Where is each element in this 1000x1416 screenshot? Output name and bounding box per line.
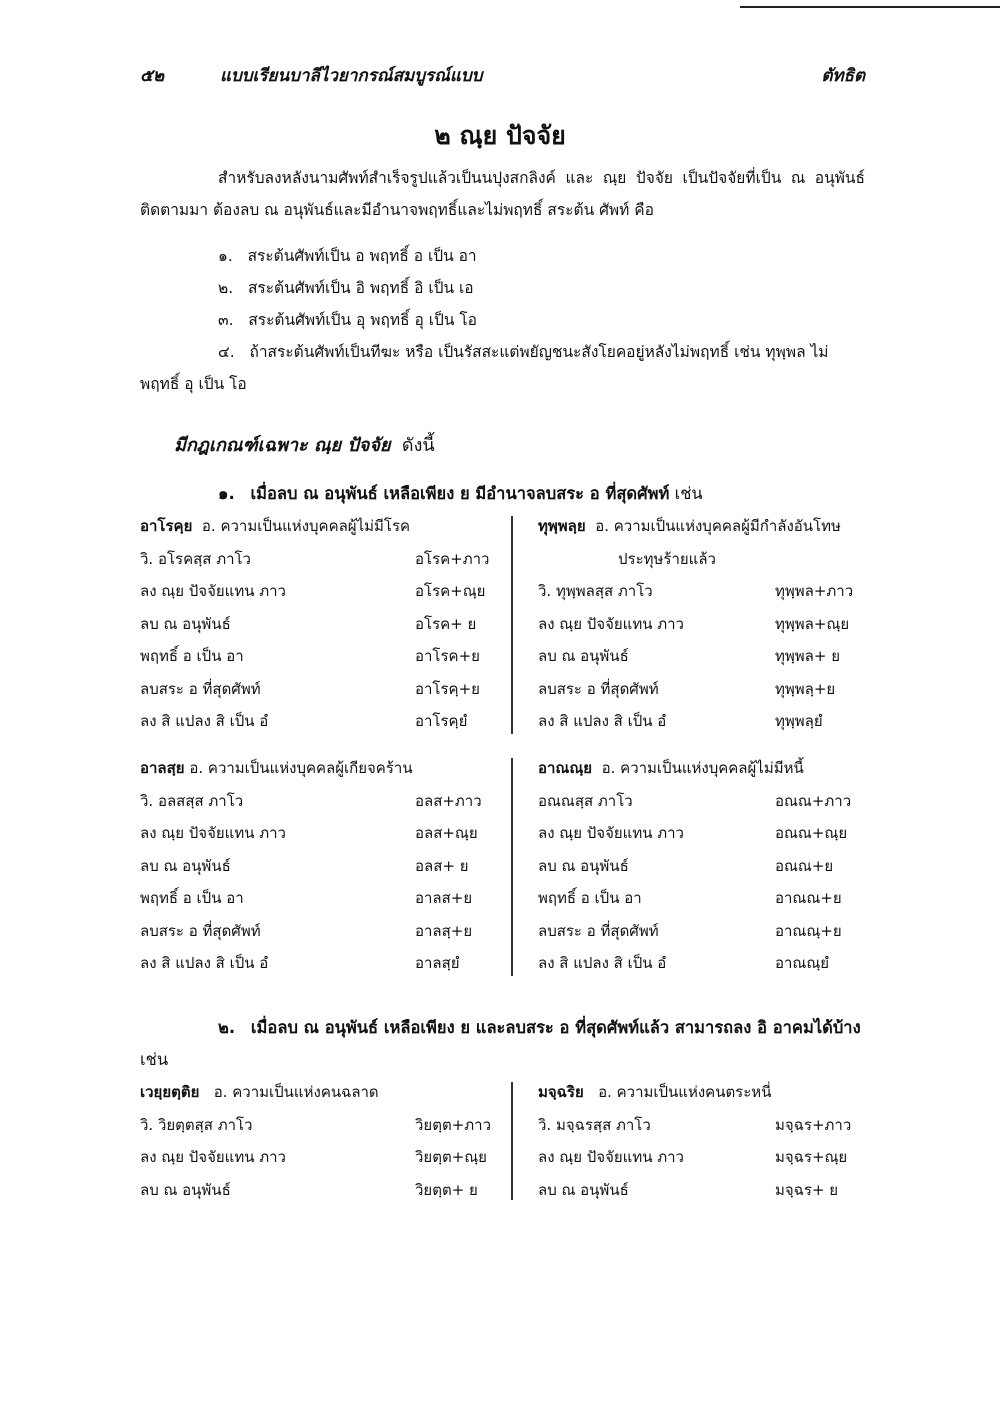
rule-2-text: เมื่อลบ ณ อนุพันธ์ เหลือเพียง ย และลบสระ อ ที่สุดศัพท์แล้ว สามารถลง อิ อาคมได้บ้าง [250, 1018, 861, 1037]
step-form: อโรค+ภาว [415, 549, 490, 568]
step-form: อลส+ณฺย [415, 824, 478, 842]
step-label: วิ. ทุพฺพลสฺส ภาโว [538, 582, 653, 600]
column-divider [511, 516, 513, 734]
step-label: ลง ณฺย ปัจจัยแทน ภาว [140, 1148, 286, 1166]
example-meaning: อ. ความเป็นแห่งบุคคลผู้เกียจคร้าน [189, 759, 413, 777]
step-form: อลส+ภาว [415, 791, 482, 810]
step-label: วิ. มจฺฉรสฺส ภาโว [538, 1115, 651, 1134]
step-label: ลง ณฺย ปัจจัยแทน ภาว [140, 582, 286, 600]
step-form: อาลสฺยํ [415, 954, 460, 972]
step-form: ทุพฺพลฺยํ [775, 712, 823, 730]
column-divider [511, 1082, 513, 1200]
derivation-step [140, 1109, 500, 1142]
rule-number: ๑. [218, 247, 233, 265]
example-word-row [538, 752, 865, 785]
derivation-step [538, 882, 865, 915]
step-form: มจฺฉร+ณฺย [775, 1148, 848, 1166]
step-label: พฤทธิ์ อ เป็น อา [140, 647, 244, 665]
example-word: มจฺฉริย [538, 1083, 584, 1101]
column-divider [511, 758, 513, 976]
example-group-1 [140, 510, 865, 740]
derivation-step [140, 1174, 500, 1207]
step-form: อณณ+ณฺย [775, 824, 848, 842]
example-word: อาโรคฺย [140, 517, 193, 535]
example-word-row [538, 510, 865, 543]
step-label: ลง ณฺย ปัจจัยแทน ภาว [538, 824, 684, 842]
derivation-step [140, 608, 500, 641]
rule-item [140, 336, 865, 400]
derivation-step [140, 705, 500, 738]
rule-item [140, 272, 865, 304]
rule-number: ๔. [218, 343, 235, 361]
derivation-step [538, 705, 865, 738]
derivation-step [538, 575, 865, 608]
example-word: เวยฺยตฺติย [140, 1083, 200, 1101]
rule-text: สระต้นศัพท์เป็น อ พฤทธิ์ อ เป็น อา [247, 247, 477, 265]
derivation-step [140, 882, 500, 915]
step-label: ลง สิ แปลง สิ เป็น อํ [538, 954, 667, 972]
step-label: ลง ณฺย ปัจจัยแทน ภาว [140, 824, 286, 842]
derivation-step [538, 1174, 865, 1207]
example-veyyatti [140, 1076, 500, 1206]
step-label: วิ. อลสสฺส ภาโว [140, 791, 244, 810]
rule-2-number: ๒. [218, 1018, 236, 1037]
step-label: ลง สิ แปลง สิ เป็น อํ [140, 712, 269, 730]
step-form: อาณณฺยํ [775, 954, 830, 972]
derivation-step [140, 850, 500, 883]
page-title: ๒ ณฺย ปัจจัย [434, 121, 566, 150]
scan-edge-line [740, 6, 1000, 8]
step-label: ลง ณฺย ปัจจัยแทน ภาว [538, 1148, 684, 1166]
step-form: อาโรคฺ+ย [415, 679, 480, 698]
step-label: ลบสระ อ ที่สุดศัพท์ [538, 921, 659, 940]
step-label: พฤทธิ์ อ เป็น อา [538, 889, 642, 907]
derivation-step [140, 817, 500, 850]
example-meaning: อ. ความเป็นแห่งบุคคลผู้ไม่มีหนี้ [601, 759, 804, 777]
derivation-step [140, 1141, 500, 1174]
example-word: อาณณฺย [538, 759, 593, 777]
rule-item [140, 240, 865, 272]
example-meaning: อ. ความเป็นแห่งคนตระหนี่ [598, 1083, 772, 1101]
example-dubbaly [538, 510, 865, 738]
step-label: อณณสฺส ภาโว [538, 791, 633, 810]
step-form: มจฺฉร+ ย [775, 1180, 839, 1199]
derivation-step [140, 543, 500, 576]
example-meaning: อ. ความเป็นแห่งคนฉลาด [213, 1083, 379, 1101]
step-form: ทุพฺพล+ภาว [775, 582, 854, 600]
rule-number: ๒. [218, 279, 234, 297]
example-meaning-continued: ประทุษร้ายแล้ว [618, 549, 716, 568]
derivation-step [140, 575, 500, 608]
step-label: ลบสระ อ ที่สุดศัพท์ [140, 921, 261, 940]
step-form: อาโรคฺยํ [415, 712, 468, 730]
derivation-step [538, 947, 865, 980]
rule-text: สระต้นศัพท์เป็น อิ พฤทธิ์ อิ เป็น เอ [247, 279, 474, 297]
special-rules-heading-text: มีกฎเกณฑ์เฉพาะ ณฺย ปัจจัย [174, 435, 391, 456]
example-aroky [140, 510, 500, 738]
step-label: พฤทธิ์ อ เป็น อา [140, 889, 244, 907]
example-group-3 [140, 1076, 865, 1216]
step-label: ลง ณฺย ปัจจัยแทน ภาว [538, 614, 684, 633]
rule-text: ถ้าสระต้นศัพท์เป็นทีฆะ หรือ เป็นรัสสะแต่พยัญชนะสังโยคอยู่หลังไม่พฤทธิ์ เช่น ทุพฺพล ไม่พฤทธิ์ อุ เป็น โอ [140, 343, 829, 393]
derivation-step [538, 640, 865, 673]
step-form: ทุพฺพล+ณฺย [775, 614, 850, 633]
example-alasy [140, 752, 500, 980]
example-word-row [140, 1076, 500, 1109]
step-form: ทุพฺพล+ ย [775, 647, 840, 665]
step-label: ลบสระ อ ที่สุดศัพท์ [538, 679, 659, 698]
rule-number: ๓. [218, 311, 234, 329]
step-label: วิ. วิยตฺตสฺส ภาโว [140, 1115, 253, 1134]
step-form: อณณ+ภาว [775, 791, 852, 810]
derivation-step [538, 1141, 865, 1174]
derivation-step [538, 785, 865, 818]
rule-1-heading [140, 478, 865, 510]
step-form: อลส+ ย [415, 856, 469, 875]
step-label: ลบ ณ อนุพันธ์ [140, 614, 231, 633]
intro-paragraph: สำหรับลงหลังนามศัพท์สำเร็จรูปแล้วเป็นนปุงสกลิงค์ และ ณฺย ปัจจัย เป็นปัจจัยที่เป็น ณ อนุพันธ์ ติดตามมา ต้องลบ ณ อนุพันธ์และมีอำนาจพฤทธิ์และไม่พฤทธิ์ สระต้น ศัพท์ คือ [140, 169, 865, 219]
example-word: อาลสฺย [140, 759, 185, 777]
derivation-step [538, 673, 865, 706]
derivation-step [538, 817, 865, 850]
rule-1-number: ๑. [218, 484, 235, 503]
step-label: ลบ ณ อนุพันธ์ [140, 1180, 231, 1199]
vowel-rules-list [140, 240, 865, 400]
rule-text: สระต้นศัพท์เป็น อุ พฤทธิ์ อุ เป็น โอ [248, 311, 477, 329]
special-rules-heading-suffix: ดังนี้ [401, 435, 435, 456]
step-form: อโรค+ ย [415, 614, 477, 633]
step-form: อณณ+ย [775, 856, 834, 875]
rule-item [140, 304, 865, 336]
example-meaning: อ. ความเป็นแห่งบุคคลผู้มีกำลังอันโทษ [595, 517, 841, 535]
book-title: แบบเรียนบาลีไวยากรณ์สมบูรณ์แบบ [220, 66, 483, 86]
derivation-step [538, 1109, 865, 1142]
example-word-row [140, 752, 500, 785]
special-rules-heading [174, 430, 435, 459]
step-label: ลบสระ อ ที่สุดศัพท์ [140, 679, 261, 698]
step-form: อโรค+ณฺย [415, 582, 486, 600]
derivation-step [140, 640, 500, 673]
step-label: ลบ ณ อนุพันธ์ [140, 856, 231, 875]
derivation-step [538, 608, 865, 641]
example-ananya [538, 752, 865, 980]
example-word-row [140, 510, 500, 543]
step-form: วิยตฺต+ภาว [415, 1115, 491, 1134]
example-group-2 [140, 752, 865, 982]
step-form: ทุพฺพลฺ+ย [775, 679, 836, 698]
step-label: ลบ ณ อนุพันธ์ [538, 647, 629, 665]
step-form: มจฺฉร+ภาว [775, 1115, 852, 1134]
step-label: วิ. อโรคสฺส ภาโว [140, 549, 251, 568]
step-form: อาลส+ย [415, 889, 473, 907]
step-form: อาณณ+ย [775, 889, 842, 907]
rule-1-suffix: เช่น [674, 484, 703, 503]
derivation-step [140, 785, 500, 818]
example-meaning: อ. ความเป็นแห่งบุคคลผู้ไม่มีโรค [201, 517, 411, 535]
example-word-row [538, 1076, 865, 1109]
rule-2-suffix: เช่น [140, 1050, 169, 1069]
step-form: อาโรค+ย [415, 647, 480, 665]
step-label: ลง สิ แปลง สิ เป็น อํ [538, 712, 667, 730]
derivation-step [538, 850, 865, 883]
step-label: ลบ ณ อนุพันธ์ [538, 1180, 629, 1199]
derivation-step [140, 673, 500, 706]
rule-1-text: เมื่อลบ ณ อนุพันธ์ เหลือเพียง ย มีอำนาจลบสระ อ ที่สุดศัพท์ [250, 484, 670, 503]
rule-2-heading [140, 1012, 865, 1076]
step-form: วิยตฺต+ ย [415, 1180, 478, 1199]
running-header [140, 62, 865, 90]
step-form: อาณณฺ+ย [775, 921, 842, 940]
example-word: ทุพฺพลฺย [538, 517, 586, 535]
step-form: วิยตฺต+ณฺย [415, 1148, 487, 1166]
derivation-step [140, 947, 500, 980]
step-label: ลง สิ แปลง สิ เป็น อํ [140, 954, 269, 972]
derivation-step [538, 915, 865, 948]
page-number: ๕๒ [140, 66, 165, 86]
derivation-step [140, 915, 500, 948]
example-macchari [538, 1076, 865, 1206]
step-label: ลบ ณ อนุพันธ์ [538, 856, 629, 875]
section-name: ตัทธิต [821, 66, 865, 86]
step-form: อาลสฺ+ย [415, 921, 473, 940]
